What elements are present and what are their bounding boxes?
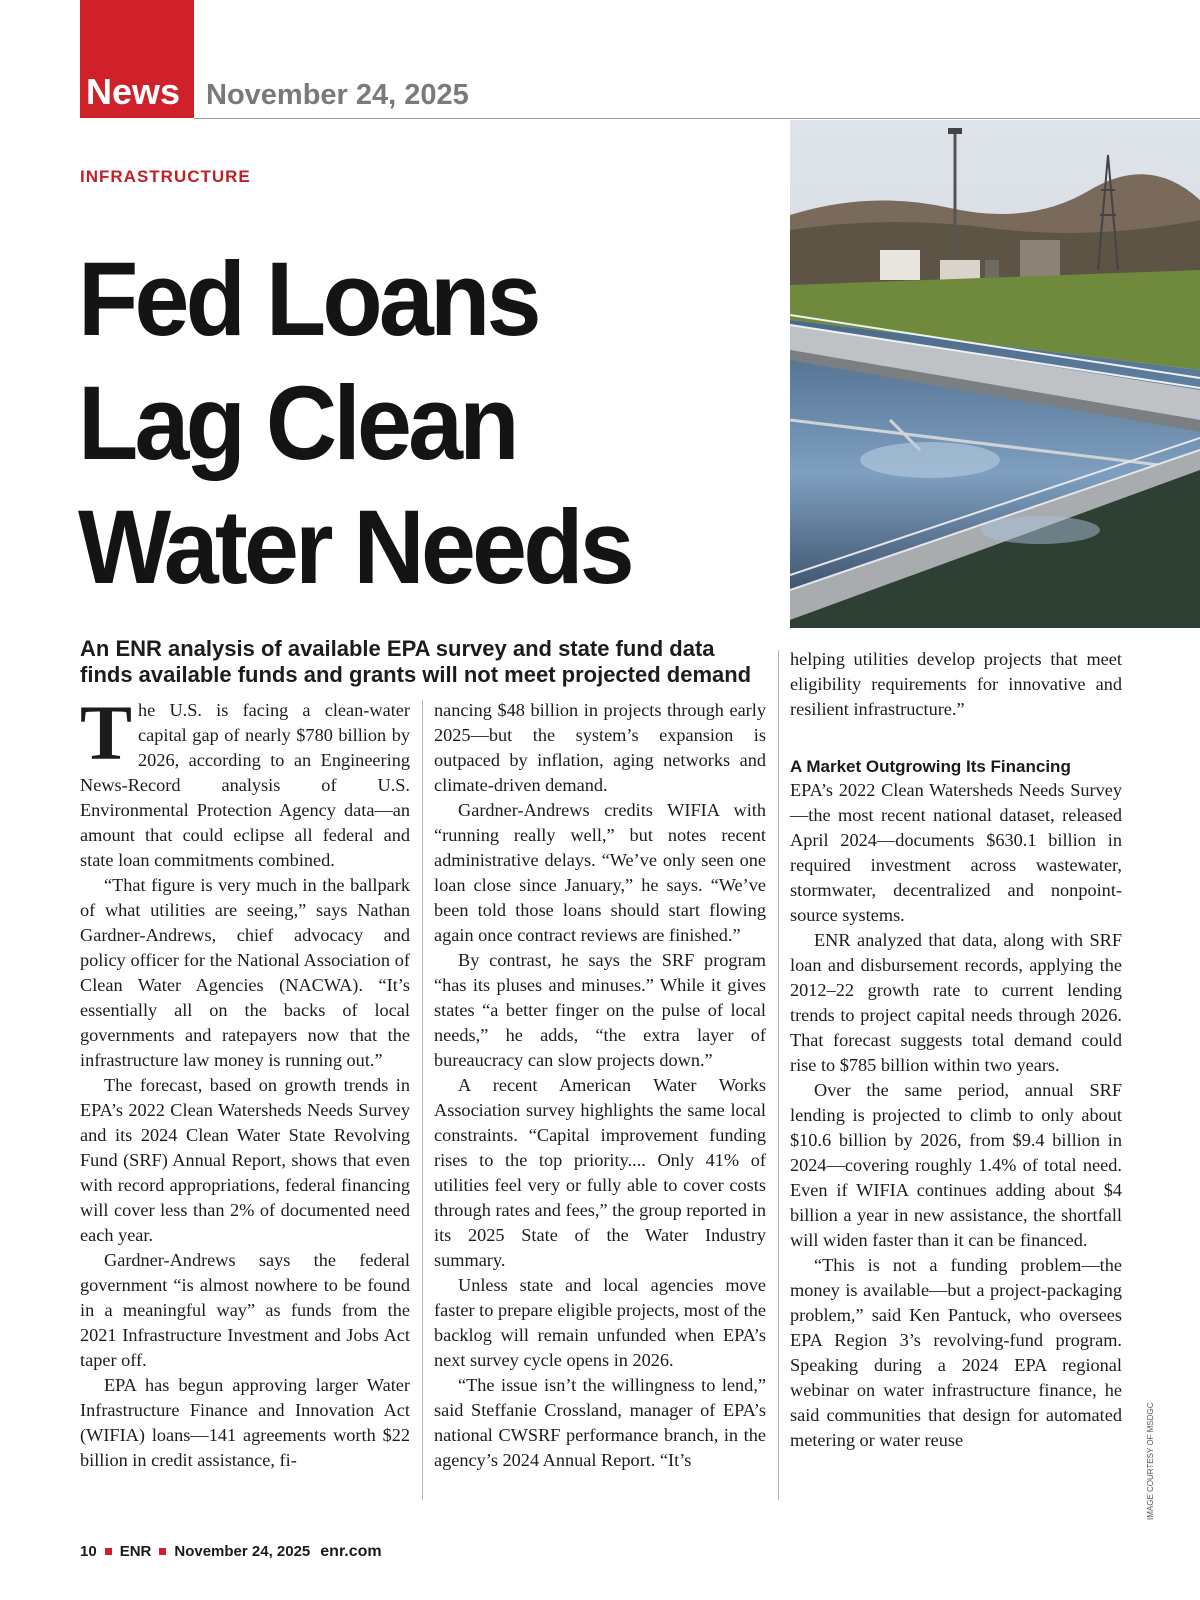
body-paragraph: EPA’s 2022 Clean Watersheds Needs Survey—the most recent national dataset, released April 2024—documents $630.1 billion in required investment across wastewater, stormwater, decentralized and nonpoint-source systems. — [790, 780, 1122, 925]
column-divider — [422, 700, 423, 1500]
section-flag-label: News — [86, 71, 181, 112]
article-column-1 — [80, 689, 410, 1473]
issue-date: November 24, 2025 — [206, 79, 469, 111]
article-column-2 — [434, 698, 766, 1473]
body-paragraph: The U.S. is facing a clean-water capital gap of nearly $780 billion by 2026, according to an Engineering News-Record analysis of U.S. Environmental Protection Agency data—an amount that could eclipse all federal and state loan commitments combined. — [80, 689, 410, 870]
page-footer — [80, 1543, 382, 1561]
drop-cap: T — [80, 689, 133, 776]
deck-line: An ENR analysis of available EPA survey and state fund data — [80, 636, 715, 661]
water-treatment-plant-photo — [790, 120, 1200, 628]
body-paragraph: The forecast, based on growth trends in EPA’s 2022 Clean Watersheds Needs Survey and its 2024 Clean Water State Revolving Fund (SRF) Annual Report, shows that even with record appropriations, federal financing will cover less than 2% of documented need each year. — [80, 1075, 410, 1245]
headline-line: Water Needs — [78, 489, 631, 606]
deck — [80, 636, 760, 688]
headline-line: Fed Loans — [78, 241, 538, 358]
category-label: INFRASTRUCTURE — [80, 167, 251, 186]
body-paragraph: Over the same period, annual SRF lending is projected to climb to only about $10.6 billion by 2026, from $9.4 billion in 2024—covering roughly 1.4% of total need. Even if WIFIA continues adding about $4 billion a year in new assistance, the shortfall will widen faster than it can be financed. — [790, 1080, 1122, 1250]
footer-date: November 24, 2025 — [174, 1543, 311, 1560]
body-paragraph: Gardner-Andrews says the federal government “is almost nowhere to be found in a meaningful way” as funds from the 2021 Infrastructure Investment and Jobs Act taper off. — [80, 1250, 410, 1370]
site-link[interactable]: enr.com — [320, 1543, 382, 1560]
body-paragraph: “That figure is very much in the ballpark of what utilities are seeing,” says Nathan Gardner-Andrews, chief advocacy and policy officer for the National Association of Clean Water Agencies (NACWA). “It’s essentially all on the backs of local governments and ratepayers now that the infrastructure law money is running out.” — [80, 875, 410, 1070]
photo-credit: IMAGE COURTESY OF MSDGC — [1146, 1402, 1155, 1520]
subhead: A Market Outgrowing Its Financing — [790, 757, 1071, 776]
column-divider — [778, 650, 779, 1500]
body-paragraph: A recent American Water Works Association survey highlights the same local constraints. “Capital improvement funding rises to the top priority.... Only 41% of utilities feel very or fully able to cover costs through rates and fees,” the group reported in its 2025 State of the Water Industry summary. — [434, 1075, 766, 1270]
body-paragraph: helping utilities develop projects that meet eligibility requirements for innovative and resilient infrastructure.” — [790, 649, 1122, 719]
body-paragraph: Unless state and local agencies move faster to prepare eligible projects, most of the backlog will remain unfunded when EPA’s next survey cycle opens in 2026. — [434, 1275, 766, 1370]
body-paragraph: EPA has begun approving larger Water Infrastructure Finance and Innovation Act (WIFIA) loans—141 agreements worth $22 billion in credit assistance, fi- — [80, 1375, 410, 1470]
publication-name: ENR — [119, 1543, 152, 1560]
page-number: 10 — [80, 1543, 97, 1560]
separator-square-icon — [105, 1548, 112, 1555]
body-paragraph: nancing $48 billion in projects through early 2025—but the system’s expansion is outpaced by inflation, aging networks and climate-driven demand. — [434, 700, 766, 795]
separator-square-icon — [159, 1548, 166, 1555]
body-paragraph: “This is not a funding problem—the money is available—but a project-packaging problem,” said Ken Pantuck, who oversees EPA Region 3’s revolving-fund program. Speaking during a 2024 EPA regional webinar on water infrastructure finance, he said communities that design for automated metering or water reuse — [790, 1255, 1122, 1450]
deck-line: finds available funds and grants will not meet projected demand — [80, 662, 752, 687]
article-column-3 — [790, 647, 1122, 1453]
body-paragraph: “The issue isn’t the willingness to lend,” said Steffanie Crossland, manager of EPA’s national CWSRF performance branch, in the agency’s 2024 Annual Report. “It’s — [434, 1375, 766, 1470]
body-paragraph: Gardner-Andrews credits WIFIA with “running really well,” but notes recent administrative delays. “We’ve only seen one loan close since January,” he says. “We’ve been told those loans should start flowing again once contract reviews are finished.” — [434, 800, 766, 945]
headline-line: Lag Clean — [78, 365, 516, 482]
header-divider — [194, 118, 1200, 119]
body-paragraph: ENR analyzed that data, along with SRF loan and disbursement records, applying the 2012–22 growth rate to current lending trends to project capital needs through 2026. That forecast suggests total demand could rise to $785 billion within two years. — [790, 930, 1122, 1075]
headline — [78, 238, 736, 610]
body-paragraph: By contrast, he says the SRF program “has its pluses and minuses.” While it gives states “a better finger on the pulse of local needs,” he adds, “the extra layer of bureaucracy can slow projects down.” — [434, 950, 766, 1070]
